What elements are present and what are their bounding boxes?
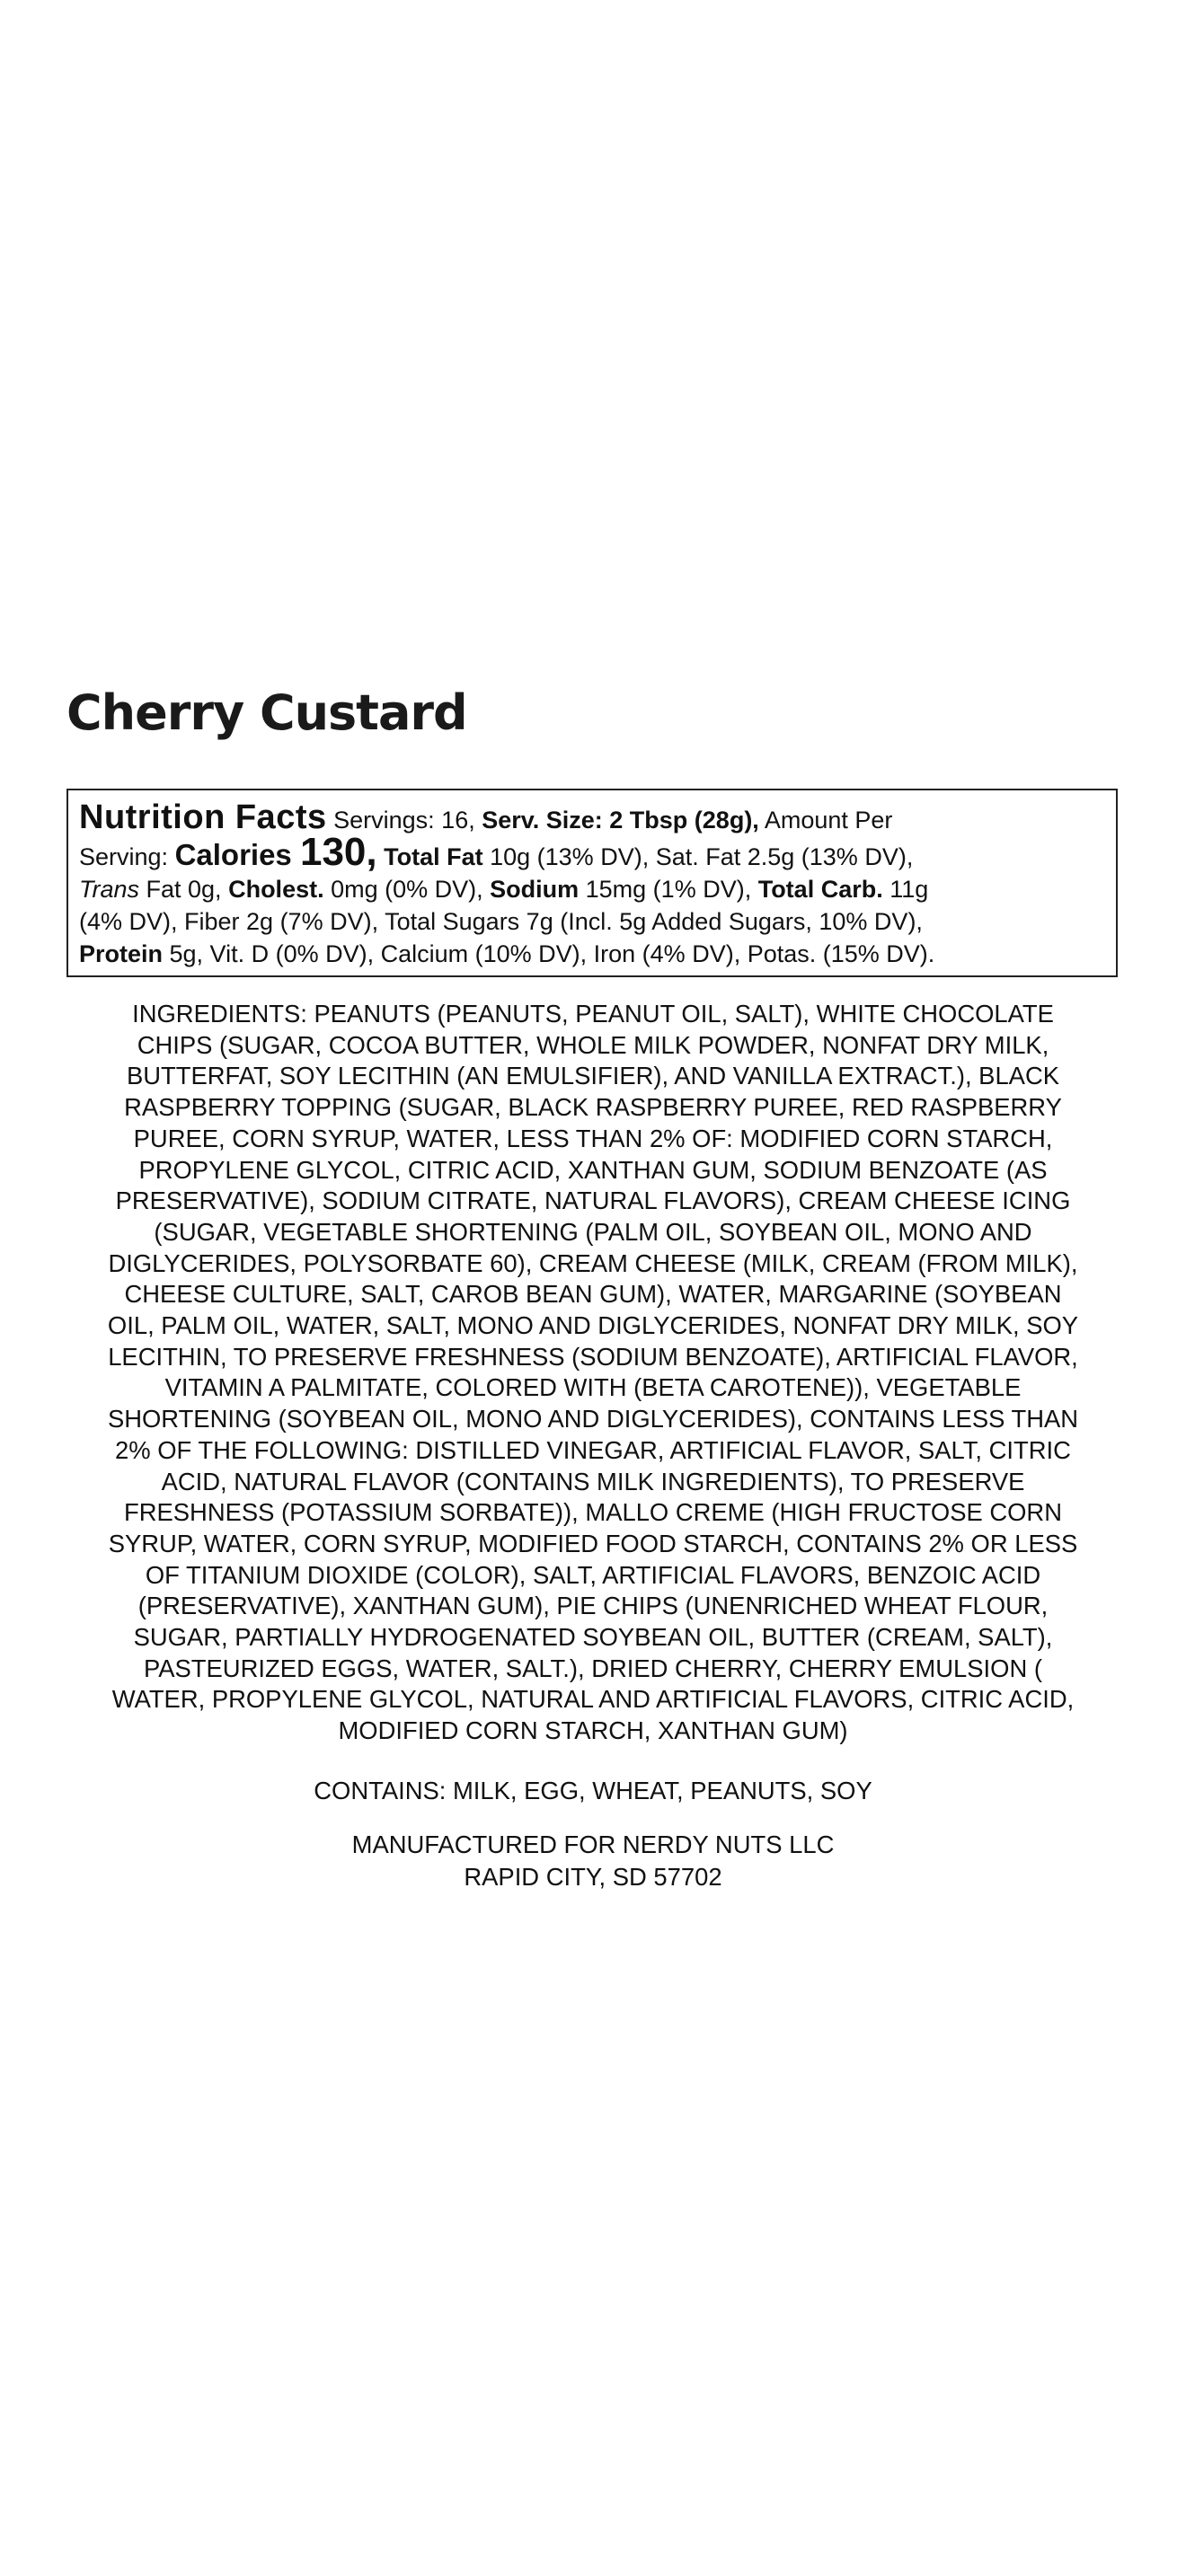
- ingredients-line: BUTTERFAT, SOY LECITHIN (AN EMULSIFIER), AND VANILLA EXTRACT.), BLACK: [126, 1062, 1060, 1090]
- nutrition-facts-heading: Nutrition Facts: [79, 798, 327, 836]
- ingredients-line: OF TITANIUM DIOXIDE (COLOR), SALT, ARTIFICIAL FLAVORS, BENZOIC ACID: [145, 1560, 1041, 1589]
- manufacturer-block: [66, 1829, 1120, 1893]
- ingredients-line: SUGAR, PARTIALLY HYDROGENATED SOYBEAN OIL, BUTTER (CREAM, SALT),: [133, 1623, 1053, 1652]
- trans-label: Trans: [79, 876, 140, 903]
- ingredients-block: [66, 999, 1120, 1747]
- ingredients-line: WATER, PROPYLENE GLYCOL, NATURAL AND ARTIFICIAL FLAVORS, CITRIC ACID,: [111, 1685, 1075, 1714]
- ingredients-line: (PRESERVATIVE), XANTHAN GUM), PIE CHIPS (UNENRICHED WHEAT FLOUR,: [137, 1592, 1049, 1620]
- ingredients-line: DIGLYCERIDES, POLYSORBATE 60), CREAM CHEESE (MILK, CREAM (FROM MILK),: [108, 1248, 1078, 1277]
- amount-per-text: Amount Per: [758, 807, 893, 834]
- nutrition-line-2: [79, 830, 1107, 874]
- ingredients-line: PRESERVATIVE), SODIUM CITRATE, NATURAL FLAVORS), CREAM CHEESE ICING: [115, 1187, 1071, 1215]
- ingredients-line: 2% OF THE FOLLOWING: DISTILLED VINEGAR, ARTIFICIAL FLAVOR, SALT, CITRIC: [115, 1435, 1071, 1464]
- ingredients-line: ACID, NATURAL FLAVOR (CONTAINS MILK INGREDIENTS), TO PRESERVE: [161, 1467, 1025, 1495]
- ingredients-line: PUREE, CORN SYRUP, WATER, LESS THAN 2% OF: MODIFIED CORN STARCH,: [133, 1124, 1053, 1152]
- manufacturer-name: MANUFACTURED FOR NERDY NUTS LLC: [351, 1831, 835, 1858]
- sodium-label: Sodium: [490, 876, 580, 903]
- serving-label: Serving:: [79, 843, 175, 870]
- manufacturer-address: RAPID CITY, SD 57702: [464, 1863, 722, 1891]
- ingredients-line: (SUGAR, VEGETABLE SHORTENING (PALM OIL, SOYBEAN OIL, MONO AND: [154, 1217, 1032, 1246]
- ingredients-line: PASTEURIZED EGGS, WATER, SALT.), DRIED CHERRY, CHERRY EMULSION (: [144, 1654, 1042, 1682]
- total-carb-label: Total Carb.: [757, 876, 883, 903]
- calories-label: Calories: [174, 838, 300, 871]
- nutrition-line-5: [79, 938, 1107, 970]
- nutrition-line-1: [79, 798, 1107, 836]
- ingredients-line: VITAMIN A PALMITATE, COLORED WITH (BETA CAROTENE)), VEGETABLE: [164, 1373, 1022, 1402]
- ingredients-line: SHORTENING (SOYBEAN OIL, MONO AND DIGLYCERIDES), CONTAINS LESS THAN: [107, 1405, 1079, 1434]
- ingredients-line: SYRUP, WATER, CORN SYRUP, MODIFIED FOOD STARCH, CONTAINS 2% OR LESS: [108, 1529, 1078, 1557]
- cholesterol-value: 0mg (0% DV),: [323, 876, 491, 903]
- ingredients-line: INGREDIENTS: PEANUTS (PEANUTS, PEANUT OIL, SALT), WHITE CHOCOLATE: [132, 1000, 1054, 1028]
- allergen-statement: CONTAINS: MILK, EGG, WHEAT, PEANUTS, SOY: [314, 1777, 872, 1804]
- protein-label: Protein: [79, 940, 164, 967]
- ingredients-line: FRESHNESS (POTASSIUM SORBATE)), MALLO CREME (HIGH FRUCTOSE CORN: [124, 1498, 1062, 1527]
- nutrition-facts-box: [66, 789, 1118, 977]
- ingredients-line: MODIFIED CORN STARCH, XANTHAN GUM): [338, 1716, 848, 1745]
- total-carb-value: 11g: [882, 876, 929, 903]
- ingredients-line: OIL, PALM OIL, WATER, SALT, MONO AND DIGLYCERIDES, NONFAT DRY MILK, SOY: [107, 1311, 1079, 1340]
- total-fat-label: Total Fat: [376, 843, 483, 870]
- calories-value: 130,: [299, 830, 377, 874]
- ingredients-line: RASPBERRY TOPPING (SUGAR, BLACK RASPBERRY PUREE, RED RASPBERRY: [124, 1093, 1062, 1122]
- total-fat-value: 10g (13% DV), Sat. Fat 2.5g (13% DV),: [482, 843, 914, 870]
- protein-value: 5g, Vit. D (0% DV), Calcium (10% DV), Iron (4% DV), Potas. (15% DV).: [163, 940, 935, 967]
- nutrition-line-4: (4% DV), Fiber 2g (7% DV), Total Sugars 7g (Incl. 5g Added Sugars, 10% DV),: [79, 908, 923, 935]
- ingredients-line: LECITHIN, TO PRESERVE FRESHNESS (SODIUM BENZOATE), ARTIFICIAL FLAVOR,: [108, 1342, 1078, 1371]
- product-title: Cherry Custard: [66, 684, 467, 741]
- servings-text: Servings: 16,: [326, 807, 482, 834]
- ingredients-line: CHIPS (SUGAR, COCOA BUTTER, WHOLE MILK POWDER, NONFAT DRY MILK,: [137, 1030, 1049, 1059]
- sodium-value: 15mg (1% DV),: [579, 876, 758, 903]
- trans-fat-value: Fat 0g,: [139, 876, 229, 903]
- ingredients-line: CHEESE CULTURE, SALT, CAROB BEAN GUM), WATER, MARGARINE (SOYBEAN: [124, 1280, 1062, 1309]
- nutrition-line-3: [79, 873, 1107, 905]
- serving-size-label: Serv. Size: 2 Tbsp (28g),: [482, 807, 759, 834]
- cholesterol-label: Cholest.: [228, 876, 324, 903]
- ingredients-line: PROPYLENE GLYCOL, CITRIC ACID, XANTHAN GUM, SODIUM BENZOATE (AS: [138, 1155, 1048, 1184]
